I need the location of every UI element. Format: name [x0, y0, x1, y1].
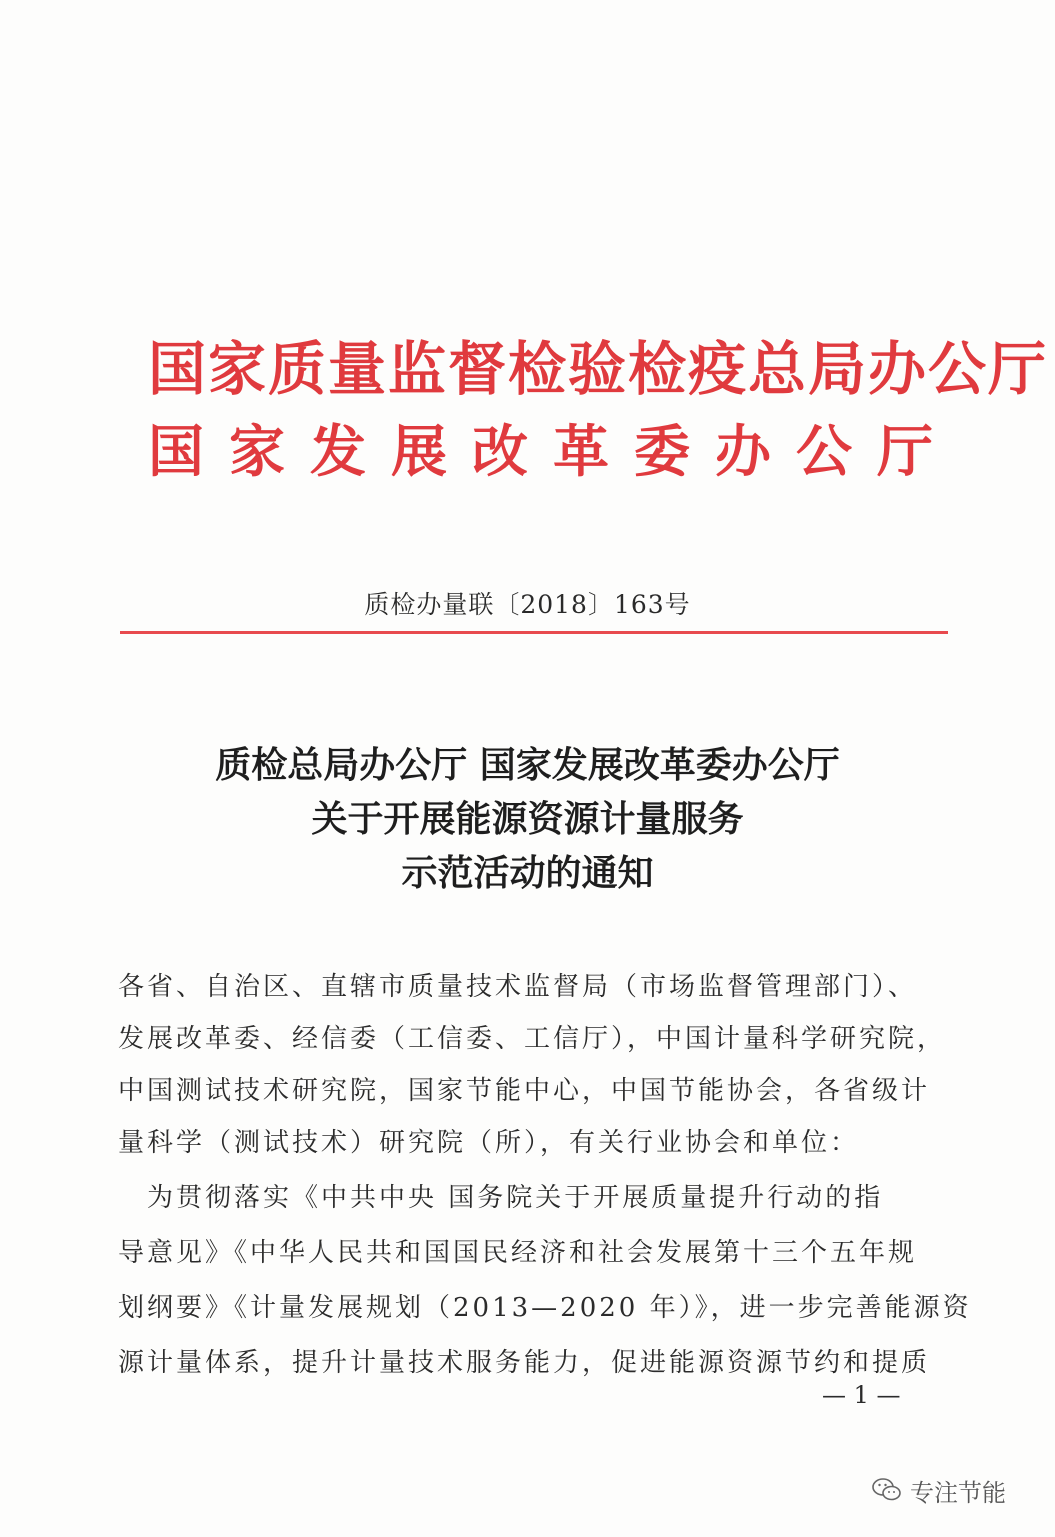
- page-number: — 1 —: [822, 1381, 901, 1409]
- body-line: 中国测试技术研究院，国家节能中心，中国节能协会，各省级计: [118, 1076, 931, 1106]
- red-separator-rule: [120, 631, 948, 634]
- watermark: [872, 1473, 1006, 1507]
- body-line: 量科学（测试技术）研究院（所），有关行业协会和单位：: [118, 1128, 860, 1158]
- document-number: 质检办量联〔2018〕163号: [364, 590, 691, 619]
- body-line: 为贯彻落实《中共中央 国务院关于开展质量提升行动的指: [118, 1183, 884, 1213]
- title-line-2: 关于开展能源资源计量服务: [311, 798, 744, 840]
- body-line: 源计量体系，提升计量技术服务能力，促进能源资源节约和提质: [118, 1348, 931, 1378]
- body-line: 发展改革委、经信委（工信委、工信厅），中国计量科学研究院，: [118, 1024, 947, 1054]
- issuer-line-1: 国家质量监督检验检疫总局办公厅: [148, 335, 1049, 403]
- body-line: 导意见》《中华人民共和国国民经济和社会发展第十三个五年规: [118, 1238, 918, 1268]
- wechat-icon: [872, 1477, 902, 1503]
- title-line-1: 质检总局办公厅 国家发展改革委办公厅: [215, 744, 840, 786]
- title-line-3: 示范活动的通知: [401, 852, 654, 894]
- body-line: 各省、自治区、直辖市质量技术监督局（市场监督管理部门）、: [118, 972, 918, 1002]
- document-title: [0, 738, 1055, 900]
- issuer-line-2: 国家发展改革委办公厅: [148, 419, 958, 485]
- watermark-text: 专注节能: [910, 1478, 1006, 1507]
- body-line: 划纲要》《计量发展规划（2013—2020 年）》，进一步完善能源资: [118, 1293, 972, 1323]
